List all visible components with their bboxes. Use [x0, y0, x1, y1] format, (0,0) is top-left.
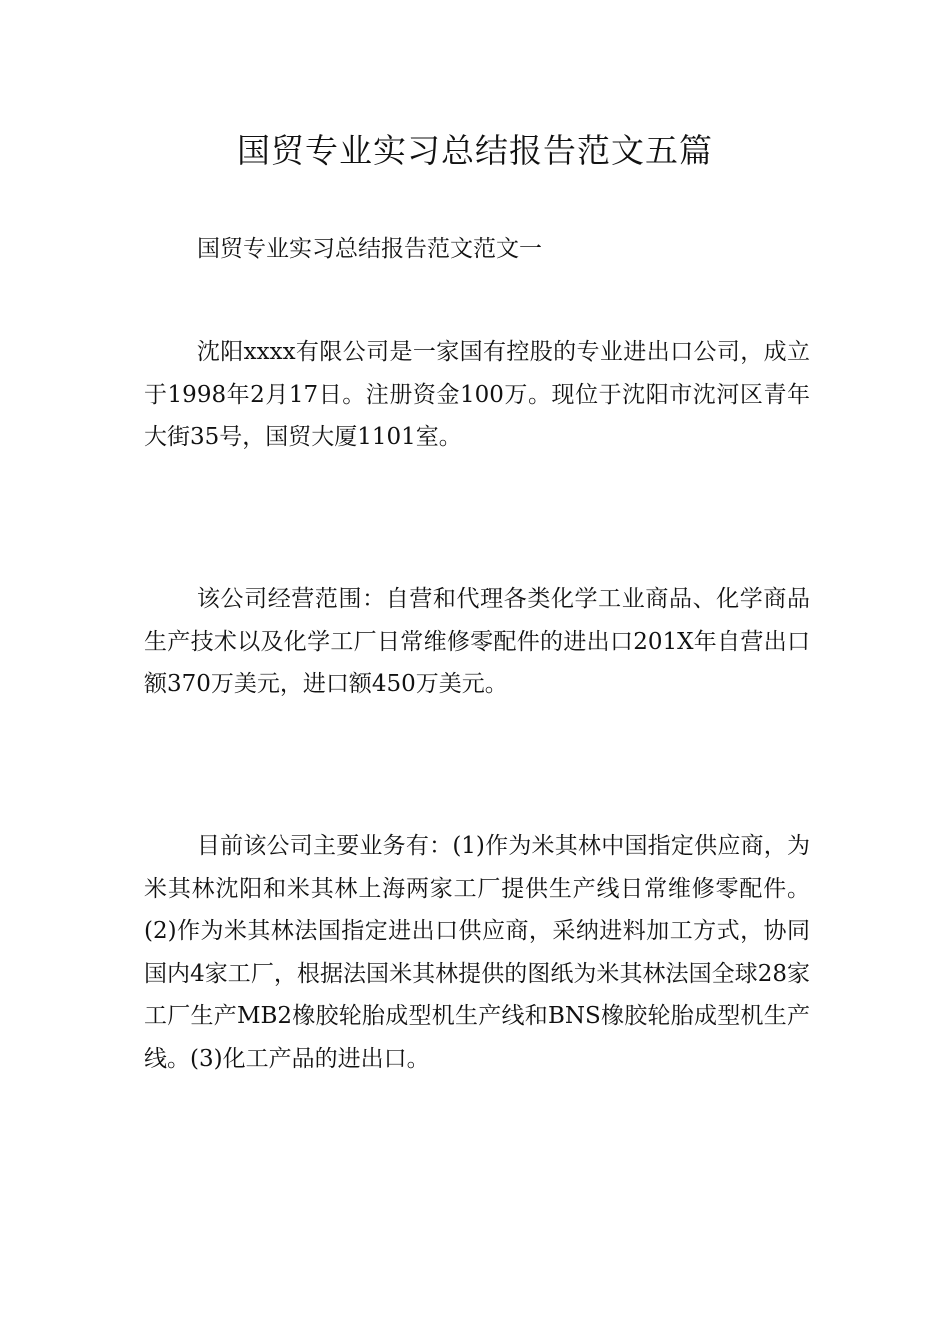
document-title: 国贸专业实习总结报告范文五篇 — [237, 131, 713, 170]
paragraph-company-intro: 沈阳xxxx有限公司是一家国有控股的专业进出口公司，成立于1998年2月17日。注册资金100万。现位于沈阳市沈河区青年大街35号，国贸大厦1101室。 — [144, 339, 810, 450]
paragraph-business-scope: 该公司经营范围：自营和代理各类化学工业商品、化学商品生产技术以及化学工厂日常维修零配件的进出口201X年自营出口额370万美元，进口额450万美元。 — [144, 586, 810, 697]
paragraph-main-business: 目前该公司主要业务有：(1)作为米其林中国指定供应商，为米其林沈阳和米其林上海两家工厂提供生产线日常维修零配件。(2)作为米其林法国指定进出口供应商，采纳进料加工方式，协同国内4家工厂，根据法国米其林提供的图纸为米其林法国全球28家工厂生产MB2橡胶轮胎成型机生产线和BNS橡胶轮胎成型机生产线。(3)化工产品的进出口。 — [144, 833, 810, 1072]
section-heading: 国贸专业实习总结报告范文范文一 — [197, 236, 542, 262]
